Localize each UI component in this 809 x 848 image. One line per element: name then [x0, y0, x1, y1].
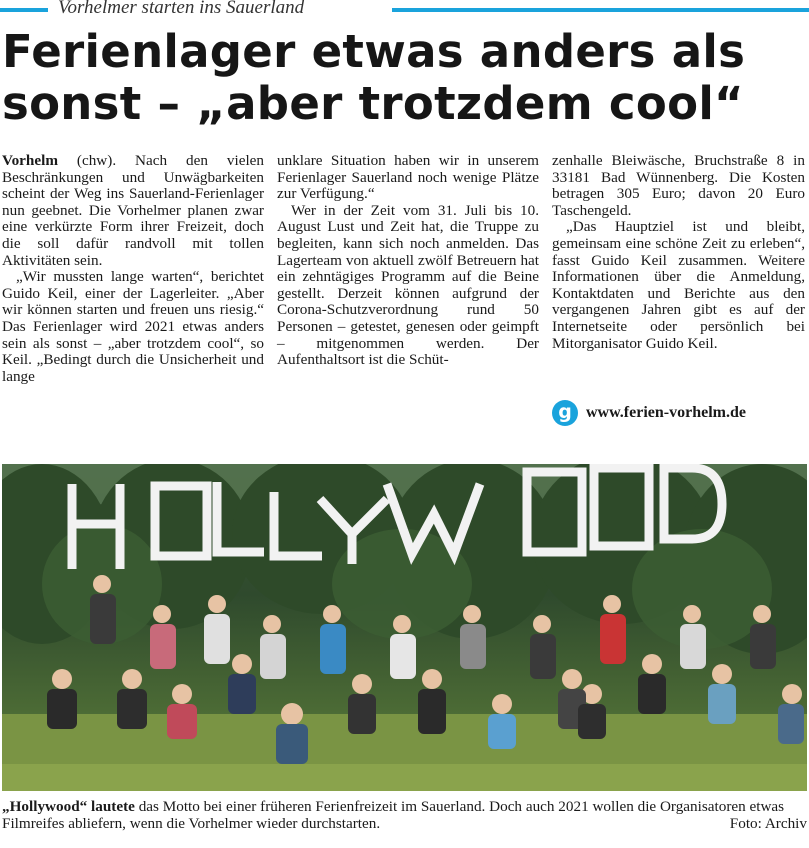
article-column-2 [277, 153, 539, 369]
headline-line-1: Ferienlager etwas anders als [2, 25, 746, 78]
article-paragraph: Wer in der Zeit vom 31. Juli bis 10. August Lust und Zeit hat, die Truppe zu begleiten, kann sich noch anmelden. Das Lagerteam von aktuell zwölf Betreuern hat ein zehntägiges Programm auf die Beine gestellt. Derzeit können aufgrund der Corona-Schutzverordnung rund 50 Personen – getestet, genesen oder geimpft – mitgenommen werden. Der Aufenthaltsort ist die Schüt- [277, 201, 539, 369]
photo-illustration [2, 464, 807, 791]
website-url[interactable]: www.ferien-vorhelm.de [586, 404, 746, 421]
kicker-rule-left [0, 8, 48, 12]
headline [2, 26, 807, 130]
article-column-1 [2, 153, 264, 385]
article-paragraph: zenhalle Bleiwäsche, Bruchstraße 8 in 33181 Bad Wünnenberg. Die Kosten betragen 305 Euro; davon 20 Euro Taschengeld. [552, 152, 805, 219]
website-link[interactable] [552, 398, 746, 428]
g-logo-icon: g [552, 400, 578, 426]
group-photo [2, 464, 807, 791]
article-paragraph: „Wir mussten lange warten“, berichtet Guido Keil, einer der Lagerleiter. „Aber wir können starten und freuen uns riesig.“ Das Ferienlager wird 2021 etwas anders sein als sonst – „aber trotzdem cool“, so Keil. „Bedingt durch die Unsicherheit und lange [2, 268, 264, 385]
caption-text: das Motto bei einer früheren Ferienfreizeit im Sauerland. Doch auch 2021 wollen die Organisatoren etwas Filmreifes abliefern, wenn die Vorhelmer wieder durchstarten. [2, 798, 785, 832]
kicker-text: Vorhelmer starten ins Sauerland [58, 0, 305, 18]
paragraph-text: (chw). Nach den vielen Beschränkungen und Unwägbarkeiten scheint der Weg ins Sauerland-Ferienlager nun geebnet. Die Vorhelmer planen zwar eine verkürzte Form ihrer Freizeit, doch die soll dafür randvoll mit tollen Aktivitäten sein. [2, 152, 264, 269]
kicker-bar [0, 0, 809, 20]
photo-caption [2, 798, 807, 832]
dateline: Vorhelm [2, 152, 58, 169]
article-column-3 [552, 153, 805, 352]
photo-credit: Foto: Archiv [729, 815, 807, 832]
article-paragraph [2, 153, 264, 269]
caption-lead: „Hollywood“ lautete [2, 798, 135, 815]
article-paragraph: unklare Situation haben wir in unserem Ferienlager Sauerland noch wenige Plätze zur Verfügung.“ [277, 152, 539, 203]
article-paragraph: „Das Hauptziel ist und bleibt, gemeinsam eine schöne Zeit zu erleben“, fasst Guido Keil zusammen. Weitere Informationen über die Anmeldung, Kontaktdaten und Berichte aus den vergangenen Jahren gibt es auf der Internetseite oder persönlich bei Mitorganisator Guido Keil. [552, 218, 805, 352]
headline-line-2: sonst – „aber trotzdem cool“ [2, 77, 744, 130]
kicker-rule-right [392, 8, 809, 12]
